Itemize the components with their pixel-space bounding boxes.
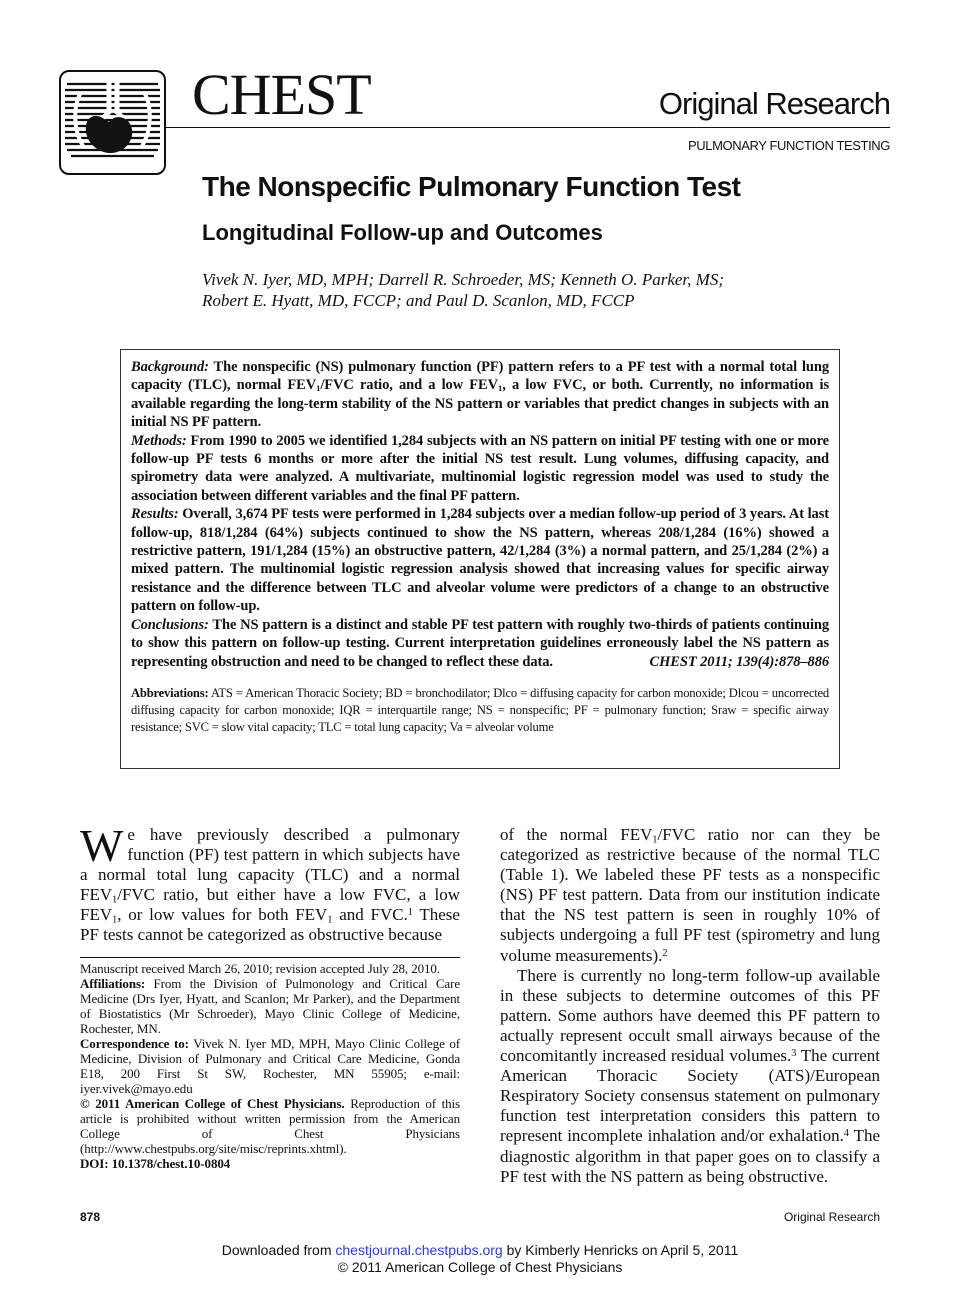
subscript: 1 xyxy=(652,834,658,846)
abbreviations xyxy=(131,685,829,736)
reference-marker[interactable]: 3 xyxy=(791,1047,797,1059)
methods-text: From 1990 to 2005 we identified 1,284 subjects with an NS pattern on initial PF testing with one or more follow-up PF tests 6 months or more after the initial NS test result. Lung volumes, diffusing capacity, and spirometry data were analyzed. A multivariate, multinomial logistic regression model was used to study the association between different variables and the final PF pattern. xyxy=(131,432,829,504)
background-text-c: , a low FVC, or both. Currently, no information is available regarding the long-term stability of the NS pattern or variables that predict changes in subjects with an initial NS PF pattern. xyxy=(131,377,829,431)
p1-text-b: /FVC ratio nor can they be categorized as restrictive because of the normal TLC (Table 1). We labeled these PF tests as a nonspecific (NS) PF test pattern. Data from our institution indicate that the NS test pattern is seen in roughly 10% of subjects undergoing a full PF test (spirometry and lung volume measurements). xyxy=(500,825,881,965)
conclusions-text: The NS pattern is a distinct and stable PF test pattern with roughly two-thirds of patients continuing to show this pattern on follow-up testing. Current interpretation guidelines erroneously label the NS pattern as representing obstruction and need to be changed to reflect these data. xyxy=(131,616,829,670)
correspondence-label: Correspondence to: xyxy=(80,1036,189,1051)
running-head: Original Research xyxy=(783,1210,880,1224)
section-type: Original Research xyxy=(658,86,890,121)
conclusions-label: Conclusions: xyxy=(131,616,209,633)
article-footnotes xyxy=(80,957,460,1171)
results-text: Overall, 3,674 PF tests were performed in 1,284 subjects over a median follow-up period of 3 years. At last follow-up, 818/1,284 (64%) subjects continued to show the NS pattern, whereas 208/1,284 (16%) showed a restrictive pattern, 191/1,284 (15%) an obstructive pattern, 42/1,284 (3%) a normal pattern, and 25/1,284 (2%) a mixed pattern. The multinomial logistic regression analysis showed that increasing values for specific airway resistance and the difference between TLC and alveolar volume were predictors of a change to an obstructive pattern on follow-up. xyxy=(131,506,829,615)
correspondence-text: Vivek N. Iyer MD, MPH, Mayo Clinic College of Medicine, Division of Pulmonary and Critical Care Medicine, Gonda E18, 200 First St SW, Rochester, MN 55905; e-mail: iyer.vivek@mayo.edu xyxy=(80,1036,460,1096)
intro-text-d: and FVC. xyxy=(332,905,408,925)
background-text xyxy=(131,359,829,430)
abstract xyxy=(131,358,829,671)
doi[interactable]: DOI: 10.1378/chest.10-0804 xyxy=(80,1156,231,1171)
body-paragraph-1 xyxy=(500,825,880,966)
authors-line-2: Robert E. Hyatt, MD, FCCP; and Paul D. Scanlon, MD, FCCP xyxy=(202,291,635,310)
body-column-left xyxy=(80,820,460,946)
intro-text-c: , or low values for both FEV xyxy=(117,905,328,925)
body-paragraph-2 xyxy=(500,966,880,1187)
abbreviations-text: ATS = American Thoracic Society; BD = bronchodilator; Dlco = diffusing capacity for carbon monoxide; Dlcou = uncorrected diffusing capacity for carbon monoxide; IQR = interquartile range; NS = nonspecific; PF = pulmonary function; Sraw = specific airway resistance; SVC = slow vital capacity; TLC = total lung capacity; Va = alveolar volume xyxy=(131,685,829,734)
article-title: The Nonspecific Pulmonary Function Test xyxy=(202,171,741,202)
subscript: 1 xyxy=(327,914,333,926)
subscript: 1 xyxy=(316,383,321,394)
results-label: Results: xyxy=(131,506,179,523)
methods-label: Methods: xyxy=(131,432,187,449)
drop-cap: W xyxy=(80,820,124,871)
subscript: 1 xyxy=(498,383,503,394)
subscript: 1 xyxy=(112,894,118,906)
subsection-label: PULMONARY FUNCTION TESTING xyxy=(688,138,890,153)
intro-text-e: These PF tests cannot be categorized as obstructive because xyxy=(80,905,460,945)
intro-text-b: /FVC ratio, but either have a low FVC, a low FEV xyxy=(80,885,460,925)
journal-link[interactable]: chestjournal.chestpubs.org xyxy=(335,1242,503,1258)
p1-text-a: of the normal FEV xyxy=(500,825,653,844)
journal-logo xyxy=(59,70,166,175)
footer-copyright: © 2011 American College of Chest Physicians xyxy=(337,1259,623,1275)
authors-line-1: Vivek N. Iyer, MD, MPH; Darrell R. Schroeder, MS; Kenneth O. Parker, MS; xyxy=(202,270,724,289)
background-text-b: /FVC ratio, and a low FEV xyxy=(320,377,498,394)
affiliations-label: Affiliations: xyxy=(80,976,146,991)
article-subtitle: Longitudinal Follow-up and Outcomes xyxy=(202,220,603,245)
abbreviations-label: Abbreviations: xyxy=(131,685,209,700)
journal-masthead: CHEST xyxy=(192,62,371,127)
reference-marker[interactable]: 4 xyxy=(843,1128,849,1140)
header-rule xyxy=(166,127,890,128)
p2-text-b: The current American Thoracic Society (ATS)/European Respiratory Society consensus statement on pulmonary function test interpretation considers this pattern to represent incomplete inhalation and/or exhalation. xyxy=(500,1046,880,1146)
intro-text-a: e have previously described a pulmonary function (PF) test pattern in which subjects have a normal total lung capacity (TLC) and a normal FEV xyxy=(80,825,460,905)
manuscript-dates: Manuscript received March 26, 2010; revision accepted July 28, 2010. xyxy=(80,961,440,976)
abstract-citation: CHEST 2011; 139(4):878–886 xyxy=(649,653,829,670)
chest-lungs-logo-icon xyxy=(61,72,164,173)
abstract-box xyxy=(120,349,840,769)
copyright-note xyxy=(80,1096,460,1156)
background-label: Background: xyxy=(131,359,209,375)
affiliations-text: From the Division of Pulmonology and Critical Care Medicine (Drs Iyer, Hyatt, and Scanlon; Mr Parker), and the Department of Biostatistics (Mr Schroeder), Mayo Clinic College of Medicine, Rochester, MN. xyxy=(80,976,460,1036)
copyright-label: © 2011 American College of Chest Physicians. xyxy=(80,1096,345,1111)
background-text-a: The nonspecific (NS) pulmonary function (PF) pattern refers to a PF test with a normal total lung capacity (TLC), normal FEV xyxy=(131,359,830,394)
correspondence xyxy=(80,1036,460,1096)
subscript: 1 xyxy=(112,914,118,926)
reference-marker[interactable]: 2 xyxy=(662,947,668,959)
body-column-right xyxy=(500,825,880,1187)
reference-marker[interactable]: 1 xyxy=(407,907,413,919)
download-notice xyxy=(0,1242,960,1276)
download-suffix: by Kimberly Henricks on April 5, 2011 xyxy=(502,1242,739,1258)
author-list xyxy=(202,269,802,311)
page-number: 878 xyxy=(80,1210,101,1224)
affiliations xyxy=(80,976,460,1036)
intro-paragraph xyxy=(80,820,460,946)
p2-text-a: There is currently no long-term follow-up available in these subjects to determine outcomes of this PF pattern. Some authors have deemed this PF pattern to actually represent occult small airways because of the concomitantly increased residual volumes. xyxy=(500,965,880,1066)
copyright-text: Reproduction of this article is prohibited without written permission from the American College of Chest Physicians (http://www.chestpubs.org/site/misc/reprints.xhtml). xyxy=(80,1096,460,1156)
p2-text-c: The diagnostic algorithm in that paper goes on to classify a PF test with the NS pattern as being obstructive. xyxy=(500,1126,881,1186)
download-prefix: Downloaded from xyxy=(221,1242,336,1258)
